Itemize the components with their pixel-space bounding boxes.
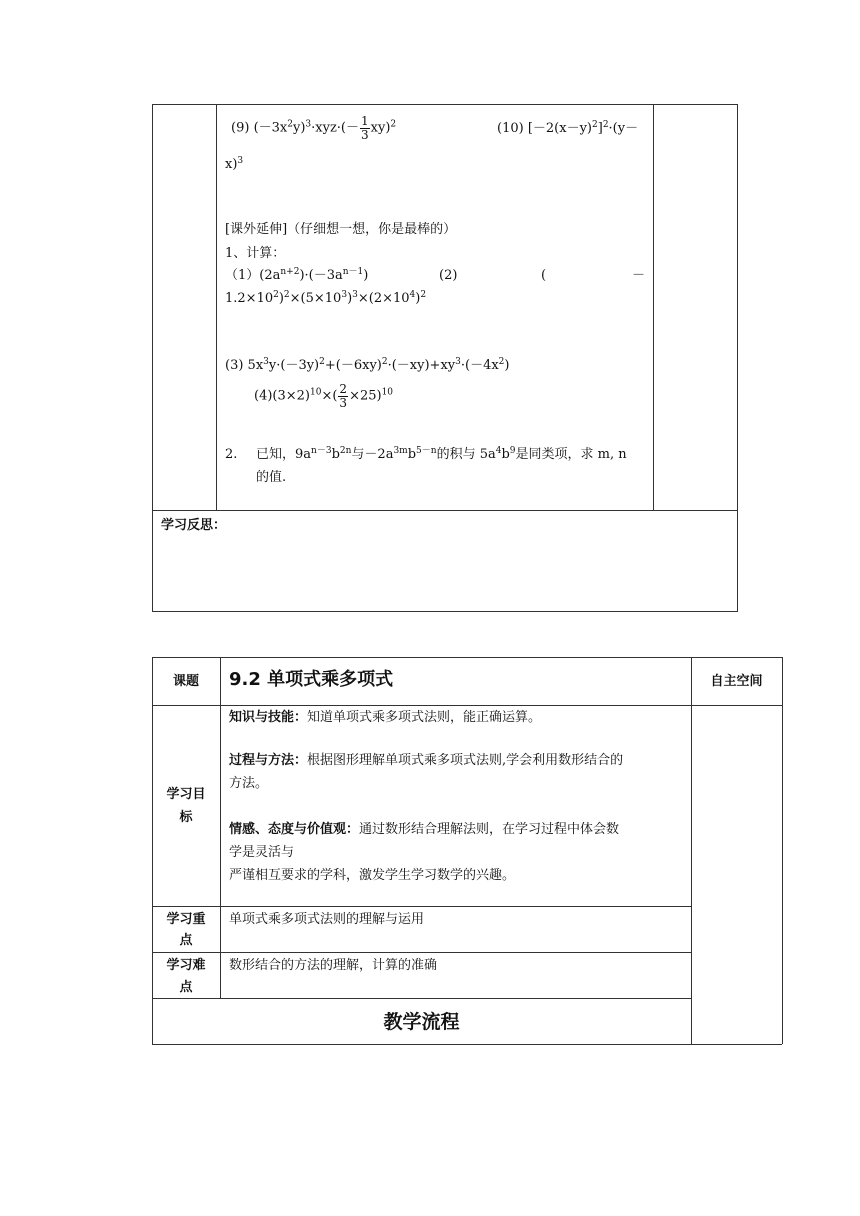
- objective-attitude-continued-2: 严谨相互要求的学科，激发学生学习数学的兴趣。: [229, 868, 516, 883]
- question-2-number: 2.: [225, 447, 238, 462]
- calc-2-expression: $1.2\times 10^2)^2\times(5\times 10^3)^3\times(2\times 10^4)^2$: [225, 290, 427, 306]
- difficulties-text: 数形结合的方法的理解，计算的准确: [229, 958, 438, 973]
- calc-3: (3) $5x^3y\cdot(-3y)^2+(-6xy)^2\cdot(-xy)+xy^3\cdot(-4x^2)$: [225, 357, 510, 373]
- teaching-flow-title: 教学流程: [383, 1011, 460, 1033]
- calc-2-paren: (: [541, 268, 547, 283]
- difficulties-label-1: 学习难: [166, 958, 206, 973]
- problem-9: (9) $(-3x^2y)^3\cdot xyz\cdot(-$ $\frac{1}{3}$ xy)$^2$: [231, 114, 397, 142]
- objective-process: 过程与方法：根据图形理解单项式乘多项式法则,学会利用数形结合的: [229, 753, 624, 768]
- calc-2-dash: －: [632, 268, 646, 283]
- objectives-label-2: 标: [179, 810, 193, 825]
- table1-mid-border: [152, 510, 738, 511]
- table1-right-border: [737, 104, 738, 611]
- question-2-continued: 的值.: [256, 470, 287, 485]
- calc-1: $(1)(2a^{n+2})\cdot(-3a^{n-1})$: [225, 267, 369, 283]
- table1-left-border: [152, 104, 153, 611]
- table2-row1-border: [152, 705, 782, 706]
- question-2: 已知，$9a^{n-3}b^{2n}$与$-2a^{3m}b^{5-n}$的积与 $5a^4b^9$是同类项，求 m, n: [256, 446, 627, 462]
- table2-col2-border: [691, 657, 692, 1044]
- table2-top-border: [152, 657, 782, 658]
- calc-heading: 1、计算：: [225, 246, 286, 261]
- problem-10-continued: x)$^3$: [225, 156, 244, 172]
- table1-bottom-border: [152, 611, 738, 612]
- table2-col1-border: [220, 657, 221, 998]
- table1-col2-border: [653, 104, 654, 510]
- objective-attitude: 情感、态度与价值观：通过数形结合理解法则，在学习过程中体会数: [229, 822, 620, 837]
- problem-10: (10) $[-2(x-y)^2]^2\cdot(y-$: [497, 120, 639, 136]
- objective-attitude-continued-1: 学是灵活与: [229, 845, 295, 860]
- calc-4: $(4)(3\times 2)^{10}\times$( $\frac{2}{3}$ ×25)$^{10}$: [254, 382, 394, 410]
- extension-title: [课外延伸]（仔细想一想，你是最棒的）: [225, 222, 457, 237]
- table2-row3-border: [152, 952, 691, 953]
- objective-process-continued: 方法。: [229, 776, 269, 791]
- key-points-text: 单项式乘多项式法则的理解与运用: [229, 912, 425, 927]
- reflection-label: 学习反思：: [161, 518, 227, 533]
- calc-2-label: (2): [439, 268, 458, 283]
- objectives-label-1: 学习目: [166, 787, 206, 802]
- topic-title: 9.2 单项式乘多项式: [229, 669, 394, 690]
- table2-right-border: [782, 657, 783, 1044]
- table2-row2-border: [152, 906, 691, 907]
- key-points-label-1: 学习重: [166, 912, 206, 927]
- topic-label: 课题: [172, 674, 199, 689]
- table1-top-border: [152, 104, 738, 105]
- table2-row4-border: [152, 998, 691, 999]
- free-space-label: 自主空间: [710, 674, 763, 689]
- difficulties-label-2: 点: [179, 980, 193, 995]
- key-points-label-2: 点: [179, 933, 193, 948]
- table1-col1-border: [216, 104, 217, 510]
- table2-bottom-border: [152, 1044, 782, 1045]
- objective-knowledge: 知识与技能：知道单项式乘多项式法则，能正确运算。: [229, 710, 542, 725]
